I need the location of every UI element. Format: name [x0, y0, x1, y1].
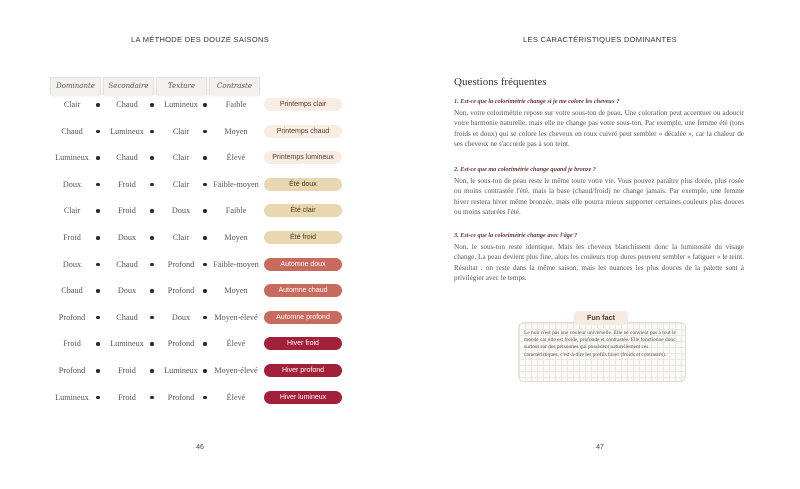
- bullet-dot: [203, 316, 207, 320]
- bullet-dot: [203, 289, 207, 293]
- bullet-dot: [203, 156, 207, 160]
- bullet-dot: [150, 316, 154, 320]
- cell-secondaire: Doux: [117, 286, 137, 296]
- bullet-dot: [96, 209, 100, 213]
- season-badge: Été froid: [264, 231, 342, 244]
- cell-dominante: Chaud: [61, 286, 83, 296]
- fun-fact-text: Le noir n'est pas une couleur universelle. Elle ne convient pas à tout le monde car elle est froide, profonde et contrastée. Elle fonctionne donc surtout sur des personnes qui possèdent naturellement ces caractéristiques, c'est-à-dire les profils hiver (froids et contrastés).: [524, 330, 676, 358]
- cell-secondaire: Chaud: [116, 153, 138, 163]
- cell-contraste: Faible: [225, 206, 247, 216]
- bullet-dot: [96, 156, 100, 160]
- faq-answer-3: Non, le sous-ton reste identique. Mais les cheveux blanchissent donc la luminosité du visage change. La peau devient plus fine, alors les couleurs trop dures peuvent sembler « fatiguer » le teint. Résultat : on reste dans la même saison, mais les nuances les plus douces de la palette sont à privilégier avec le temps.: [454, 243, 744, 283]
- column-header-texture: Texture: [156, 77, 207, 95]
- cell-secondaire: Chaud: [116, 100, 138, 109]
- cell-contraste: Élevé: [226, 153, 246, 163]
- bullet-dot: [96, 263, 100, 267]
- bullet-dot: [150, 369, 154, 373]
- cell-contraste: Faible-moyen: [213, 179, 259, 189]
- cell-secondaire: Lumineux: [110, 339, 144, 349]
- season-badge: Automne chaud: [264, 284, 342, 297]
- bullet-dot: [96, 236, 100, 240]
- cell-dominante: Profond: [58, 366, 86, 375]
- bullet-dot: [96, 289, 100, 293]
- bullet-dot: [96, 103, 100, 107]
- column-header-contraste: Contraste: [209, 77, 260, 95]
- table-row: [40, 125, 360, 139]
- bullet-dot: [203, 263, 207, 267]
- bullet-dot: [150, 263, 154, 267]
- cell-secondaire: Froid: [118, 179, 136, 189]
- season-badge: Printemps clair: [264, 98, 342, 111]
- bullet-dot: [150, 342, 154, 346]
- season-badge: Hiver lumineux: [264, 391, 342, 404]
- page-number: 46: [196, 444, 204, 451]
- bullet-dot: [96, 369, 100, 373]
- bullet-dot: [203, 396, 207, 400]
- bullet-dot: [96, 342, 100, 346]
- bullet-dot: [96, 396, 100, 400]
- bullet-dot: [150, 183, 154, 187]
- cell-secondaire: Chaud: [116, 259, 138, 269]
- bullet-dot: [96, 130, 100, 134]
- season-badge: Printemps chaud: [264, 125, 342, 138]
- cell-contraste: Moyen: [224, 286, 248, 296]
- season-badge: Automne profond: [264, 311, 342, 324]
- cell-contraste: Moyen-élevé: [214, 312, 258, 322]
- table-row: [40, 258, 360, 272]
- table-row: [40, 364, 360, 378]
- cell-secondaire: Chaud: [116, 312, 138, 322]
- cell-dominante: Lumineux: [55, 392, 89, 402]
- bullet-dot: [150, 289, 154, 293]
- cell-secondaire: Froid: [118, 206, 136, 216]
- cell-contraste: Moyen: [224, 126, 248, 136]
- cell-texture: Doux: [171, 312, 191, 322]
- cell-dominante: Profond: [58, 312, 86, 322]
- faq-question-2: 2. Est-ce que ma colorimétrie change quand je bronze ?: [454, 166, 596, 173]
- cell-dominante: Doux: [62, 179, 82, 189]
- page-number: 47: [596, 444, 604, 451]
- bullet-dot: [150, 103, 154, 107]
- bullet-dot: [203, 369, 207, 373]
- bullet-dot: [96, 183, 100, 187]
- cell-secondaire: Froid: [118, 392, 136, 402]
- cell-texture: Lumineux: [164, 366, 198, 375]
- cell-texture: Profond: [167, 392, 195, 402]
- cell-texture: Profond: [167, 339, 195, 349]
- cell-dominante: Doux: [62, 259, 82, 269]
- bullet-dot: [150, 130, 154, 134]
- season-badge: Été clair: [264, 204, 342, 217]
- column-header-dominante: Dominante: [50, 77, 101, 95]
- faq-title: Questions fréquentes: [454, 76, 547, 88]
- table-row: [40, 337, 360, 351]
- cell-secondaire: Lumineux: [110, 126, 144, 136]
- cell-dominante: Froid: [63, 339, 81, 349]
- bullet-dot: [203, 209, 207, 213]
- faq-answer-1: Non, votre colorimétrie repose sur votre sous-ton de peau. Une coloration peut accentuer ou adoucir votre harmonie naturelle, mais elle ne change pas votre sous-ton. Par exemple, une femme été (tons froids et doux) qui se colore les cheveux en roux cuivré peut sembler « décalée », car la chaleur de ses cheveux ne s'accorde pas à son teint.: [454, 109, 744, 149]
- running-head: LES CARACTÉRISTIQUES DOMINANTES: [523, 35, 677, 44]
- bullet-dot: [96, 316, 100, 320]
- cell-texture: Clair: [172, 153, 190, 163]
- cell-dominante: Clair: [63, 206, 81, 216]
- cell-texture: Clair: [172, 126, 190, 136]
- faq-question-3: 3. Est-ce que la colorimétrie change avec l'âge ?: [454, 232, 578, 239]
- season-badge: Automne doux: [264, 258, 342, 271]
- season-badge: Printemps lumineux: [264, 151, 342, 164]
- cell-dominante: Clair: [63, 100, 81, 109]
- right-page: [400, 0, 800, 489]
- table-row: [40, 98, 360, 112]
- faq-question-1: 1. Est-ce que la colorimétrie change si je me colore les cheveux ?: [454, 98, 620, 105]
- running-head: LA MÉTHODE DES DOUZE SAISONS: [130, 35, 269, 44]
- table-row: [40, 231, 360, 245]
- cell-contraste: Faible: [225, 100, 247, 109]
- cell-texture: Doux: [171, 206, 191, 216]
- bullet-dot: [150, 209, 154, 213]
- table-row: [40, 284, 360, 298]
- cell-texture: Clair: [172, 233, 190, 242]
- table-row: [40, 151, 360, 165]
- cell-texture: Profond: [167, 286, 195, 296]
- cell-texture: Profond: [167, 259, 195, 269]
- table-row: [40, 311, 360, 325]
- cell-dominante: Froid: [63, 233, 81, 242]
- bullet-dot: [203, 342, 207, 346]
- cell-contraste: Élevé: [226, 339, 246, 349]
- bullet-dot: [150, 396, 154, 400]
- cell-contraste: Faible-moyen: [213, 259, 259, 269]
- fun-fact-title: Fun fact: [574, 311, 628, 325]
- bullet-dot: [150, 236, 154, 240]
- bullet-dot: [203, 130, 207, 134]
- bullet-dot: [203, 103, 207, 107]
- cell-texture: Lumineux: [164, 100, 198, 109]
- season-badge: Hiver froid: [264, 337, 342, 350]
- cell-contraste: Élevé: [226, 392, 246, 402]
- table-row: [40, 178, 360, 192]
- cell-contraste: Moyen: [224, 233, 248, 242]
- season-badge: Été doux: [264, 178, 342, 191]
- cell-secondaire: Doux: [117, 233, 137, 242]
- bullet-dot: [203, 183, 207, 187]
- bullet-dot: [150, 156, 154, 160]
- table-row: [40, 391, 360, 405]
- cell-contraste: Moyen-élevé: [214, 366, 258, 375]
- column-header-secondaire: Secondaire: [103, 77, 154, 95]
- faq-answer-2: Non, le sous-ton de peau reste le même toute votre vie. Vous pouvez paraître plus dorée, plus rosée ou moins contrastée l'été, mais la base (chaud/froid) ne change jamais. Par exemple, une femme hiver restera hiver même bronzée, mais elle pourra mieux supporter certaines couleurs plus douces ou moins saturées l'été.: [454, 177, 744, 217]
- cell-dominante: Lumineux: [55, 153, 89, 163]
- table-row: [40, 204, 360, 218]
- season-badge: Hiver profond: [264, 364, 342, 377]
- cell-secondaire: Froid: [118, 366, 136, 375]
- cell-dominante: Chaud: [61, 126, 83, 136]
- cell-texture: Clair: [172, 179, 190, 189]
- bullet-dot: [203, 236, 207, 240]
